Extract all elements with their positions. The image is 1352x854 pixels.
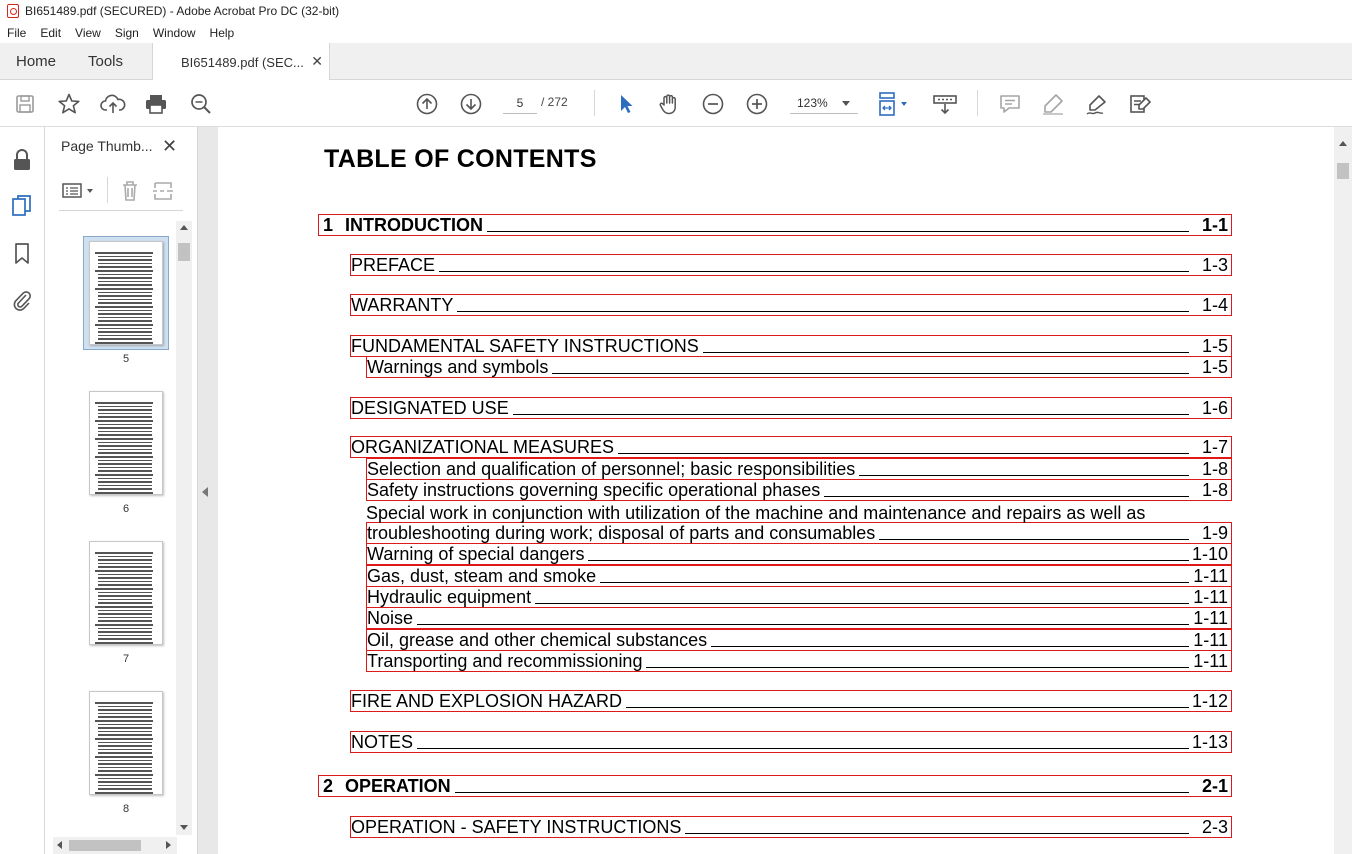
thumbnail-text-line xyxy=(98,427,152,428)
thumbnail-text-line xyxy=(98,416,152,417)
toc-page-number: 1-4 xyxy=(1201,295,1228,315)
thumbnail-text-line xyxy=(98,724,152,725)
thumbnail-text-line xyxy=(95,702,153,704)
thumbnail-text-line xyxy=(98,284,152,285)
close-panel-icon[interactable]: ✕ xyxy=(162,136,178,156)
toc-entry-text-line: Special work in conjunction with utilization of the machine and maintenance and repairs as well as xyxy=(366,503,1146,523)
toc-link[interactable] xyxy=(350,436,1232,458)
thumbnail-page[interactable] xyxy=(89,691,163,795)
scroll-mode-icon[interactable] xyxy=(931,80,959,127)
page-thumbnails-panel xyxy=(45,127,198,854)
thumbnail-text-line xyxy=(98,563,152,564)
bookmark-icon[interactable] xyxy=(9,239,35,269)
toc-entry-text: PREFACE xyxy=(351,255,439,275)
toolbar-divider xyxy=(594,90,595,116)
toc-page-number: 1-11 xyxy=(1193,566,1228,586)
thumbnail-text-line xyxy=(98,556,152,557)
toc-page-number: 2-1 xyxy=(1201,776,1228,796)
toc-page-number: 1-7 xyxy=(1201,437,1228,457)
thumbnail-text-line xyxy=(95,774,153,776)
thumbnail-vertical-scrollbar[interactable] xyxy=(176,221,192,835)
thumbnail-text-line xyxy=(98,488,152,489)
next-page-icon[interactable] xyxy=(458,80,484,127)
menu-help[interactable]: Help xyxy=(209,25,235,40)
toc-link[interactable] xyxy=(366,458,1232,480)
thumbnail-text-line xyxy=(98,302,152,303)
thumbnail-text-line xyxy=(95,252,153,254)
thumbnail-text-line xyxy=(98,713,152,714)
thumbnail-text-line xyxy=(98,317,152,318)
toc-entry-text: NOTES xyxy=(351,732,417,752)
thumbnail-text-line xyxy=(98,727,152,728)
thumbnail-text-line xyxy=(98,320,152,321)
extract-pages-icon[interactable] xyxy=(152,179,174,208)
toc-section-number: 1 xyxy=(323,215,334,235)
thumbnail-text-line xyxy=(98,742,152,743)
toc-page-number: 1-10 xyxy=(1191,544,1228,564)
thumbnail-text-line xyxy=(98,595,152,596)
toc-entry-text: Hydraulic equipment xyxy=(367,587,535,607)
page-title: TABLE OF CONTENTS xyxy=(324,145,597,173)
toc-link[interactable] xyxy=(366,586,1232,608)
menu-view[interactable]: View xyxy=(75,25,101,40)
zoom-out-icon[interactable] xyxy=(700,80,726,127)
thumbnail-text-line xyxy=(95,624,153,626)
tab-tools[interactable]: Tools xyxy=(88,53,124,70)
zoom-in-icon[interactable] xyxy=(744,80,770,127)
thumbnail-text-line xyxy=(98,767,152,768)
thumbnail-text-line xyxy=(98,635,152,636)
left-navigation-rail xyxy=(0,127,45,854)
scrollbar-thumb[interactable] xyxy=(1337,163,1349,179)
page-fit-icon[interactable] xyxy=(876,80,912,127)
thumbnail-text-line xyxy=(95,288,153,290)
thumbnail-text-line xyxy=(98,781,152,782)
thumbnail-text-line xyxy=(95,756,153,758)
toc-page-number: 1-12 xyxy=(1191,691,1228,711)
zoom-search-icon[interactable] xyxy=(188,80,214,127)
thumbnail-text-line xyxy=(98,770,152,771)
thumbnail-text-line xyxy=(95,420,153,422)
toc-page-number: 1-11 xyxy=(1193,651,1228,671)
save-icon[interactable] xyxy=(12,80,38,127)
thumbnail-text-line xyxy=(98,599,152,600)
toc-page-number: 1-11 xyxy=(1193,608,1228,628)
thumbnail-text-line xyxy=(98,292,152,293)
toc-link[interactable] xyxy=(350,731,1232,753)
thumbnail-horizontal-scrollbar[interactable] xyxy=(53,837,177,854)
toc-entry-text: troubleshooting during work; disposal of parts and consumables xyxy=(367,523,879,543)
lock-icon[interactable] xyxy=(9,145,35,175)
toc-page-number: 1-13 xyxy=(1191,732,1228,752)
toc-link[interactable] xyxy=(366,522,1232,544)
toc-link[interactable] xyxy=(350,397,1232,419)
toc-page-number: 1-5 xyxy=(1201,357,1228,377)
thumbnail-page[interactable] xyxy=(89,241,163,345)
toc-entry-text: Warnings and symbols xyxy=(367,357,552,377)
thumbnail-page-number: 5 xyxy=(122,353,130,365)
scroll-left-arrow-icon[interactable] xyxy=(57,841,62,849)
toc-link[interactable] xyxy=(350,816,1232,838)
thumbnail-text-line xyxy=(98,256,152,257)
thumbnail-text-line xyxy=(98,763,152,764)
toc-leader-line xyxy=(353,311,1189,312)
thumbnail-text-line xyxy=(98,277,152,278)
window-title: BI651489.pdf (SECURED) - Adobe Acrobat Pro DC (32-bit) xyxy=(25,4,340,18)
toc-entry-text: DESIGNATED USE xyxy=(351,398,513,418)
toc-entry-text: OPERATION xyxy=(345,776,455,796)
thumbnail-text-line xyxy=(98,406,152,407)
toc-link[interactable] xyxy=(318,775,1232,797)
menu-bar xyxy=(0,22,1352,43)
scrollbar-thumb[interactable] xyxy=(69,840,141,851)
scrollbar-thumb[interactable] xyxy=(178,243,190,261)
thumbnail-page[interactable] xyxy=(89,541,163,645)
chevron-down-icon xyxy=(842,101,850,106)
thumbnail-text-line xyxy=(98,620,152,621)
pdf-file-icon xyxy=(7,4,19,18)
thumbnail-text-line xyxy=(95,588,153,590)
thumbnail-text-line xyxy=(98,259,152,260)
toc-page-number: 1-6 xyxy=(1201,398,1228,418)
thumbnail-text-line xyxy=(95,492,153,494)
page-thumbnails-icon[interactable] xyxy=(9,191,35,221)
thumbnail-text-line xyxy=(98,274,152,275)
toc-leader-line xyxy=(347,792,1189,793)
thumbnail-text-line xyxy=(95,642,153,644)
panel-title: Page Thumb... xyxy=(61,138,153,154)
thumbnail-text-line xyxy=(98,281,152,282)
redact-edit-icon[interactable] xyxy=(1128,80,1154,127)
zoom-value: 123% xyxy=(797,95,828,110)
thumbnail-text-line xyxy=(98,638,152,639)
menu-sign[interactable]: Sign xyxy=(114,25,139,40)
comment-icon[interactable] xyxy=(997,80,1023,127)
thumbnail-text-line xyxy=(98,467,152,468)
toolbar xyxy=(0,80,1352,127)
toc-entry-text: FUNDAMENTAL SAFETY INSTRUCTIONS xyxy=(351,336,703,356)
toc-link[interactable] xyxy=(366,607,1232,629)
thumbnail-text-line xyxy=(98,424,152,425)
toc-link[interactable] xyxy=(350,294,1232,316)
thumbnail-text-line xyxy=(95,306,153,308)
toc-entry-text: Warning of special dangers xyxy=(367,544,588,564)
thumbnail-text-line xyxy=(95,606,153,608)
thumbnail-text-line xyxy=(98,628,152,629)
thumbnail-text-line xyxy=(98,431,152,432)
thumbnail-text-line xyxy=(98,485,152,486)
trash-icon[interactable] xyxy=(119,179,141,208)
toc-link[interactable] xyxy=(350,335,1232,357)
toc-link[interactable] xyxy=(350,254,1232,276)
thumbnail-text-line xyxy=(98,335,152,336)
collapse-panel-arrow-icon[interactable] xyxy=(202,487,208,497)
thumbnail-text-line xyxy=(95,456,153,458)
toc-leader-line xyxy=(369,624,1189,625)
page-number-input[interactable] xyxy=(503,92,537,114)
toolbar-divider xyxy=(977,90,978,116)
thumbnail-text-line xyxy=(98,592,152,593)
toc-page-number: 1-9 xyxy=(1201,523,1228,543)
thumbnail-text-line xyxy=(98,470,152,471)
toc-entry-text: FIRE AND EXPLOSION HAZARD xyxy=(351,691,626,711)
thumbnail-text-line xyxy=(95,720,153,722)
thumbnail-page-number: 6 xyxy=(122,503,130,515)
panel-divider xyxy=(107,177,108,203)
thumbnail-text-line xyxy=(98,449,152,450)
tab-bar xyxy=(0,43,1352,80)
toc-page-number: 1-3 xyxy=(1201,255,1228,275)
document-view xyxy=(198,127,1352,854)
toc-page-number: 1-8 xyxy=(1201,480,1228,500)
thumbnail-text-line xyxy=(98,478,152,479)
toc-entry-text: ORGANIZATIONAL MEASURES xyxy=(351,437,618,457)
select-pointer-icon[interactable] xyxy=(613,80,639,127)
thumbnail-text-line xyxy=(98,709,152,710)
sign-pen-icon[interactable] xyxy=(1084,80,1110,127)
thumbnail-text-line xyxy=(98,760,152,761)
thumbnail-page[interactable] xyxy=(89,391,163,495)
thumbnail-text-line xyxy=(98,313,152,314)
thumbnail-text-line xyxy=(98,788,152,789)
thumbnail-text-line xyxy=(98,331,152,332)
toc-entry-text: WARRANTY xyxy=(351,295,457,315)
toc-entry-text: Transporting and recommissioning xyxy=(367,651,646,671)
tab-home[interactable]: Home xyxy=(16,53,57,70)
thumbnail-text-line xyxy=(98,752,152,753)
star-icon[interactable] xyxy=(56,80,82,127)
thumbnail-text-line xyxy=(98,716,152,717)
thumbnail-text-line xyxy=(98,631,152,632)
zoom-dropdown[interactable] xyxy=(790,92,858,114)
thumbnail-text-line xyxy=(95,570,153,572)
toc-entry-text: Selection and qualification of personnel; basic responsibilities xyxy=(367,459,859,479)
toc-page-number: 1-11 xyxy=(1193,630,1228,650)
document-vertical-scrollbar[interactable] xyxy=(1334,127,1352,854)
thumbnail-text-line xyxy=(98,452,152,453)
toc-leader-line xyxy=(353,748,1189,749)
options-menu-icon[interactable] xyxy=(61,181,97,206)
thumbnail-text-line xyxy=(98,310,152,311)
hand-tool-icon[interactable] xyxy=(656,80,682,127)
thumbnail-text-line xyxy=(98,559,152,560)
thumbnail-text-line xyxy=(98,785,152,786)
cloud-upload-icon[interactable] xyxy=(100,80,126,127)
tab-document-label: BI651489.pdf (SEC... xyxy=(181,54,304,70)
toc-entry-text: Gas, dust, steam and smoke xyxy=(367,566,600,586)
thumbnail-text-line xyxy=(98,749,152,750)
toc-link[interactable] xyxy=(350,690,1232,712)
thumbnail-text-line xyxy=(98,566,152,567)
paperclip-icon[interactable] xyxy=(9,285,35,315)
thumbnail-text-line xyxy=(98,328,152,329)
toc-page-number: 1-11 xyxy=(1193,587,1228,607)
thumbnail-text-line xyxy=(98,445,152,446)
tab-document[interactable] xyxy=(152,43,330,81)
thumbnail-text-line xyxy=(98,731,152,732)
toc-link[interactable] xyxy=(318,214,1232,236)
title-bar xyxy=(0,0,1352,22)
thumbnail-text-line xyxy=(98,263,152,264)
toc-entry-text: INTRODUCTION xyxy=(345,215,487,235)
thumbnail-text-line xyxy=(98,602,152,603)
thumbnail-text-line xyxy=(95,474,153,476)
thumbnail-text-line xyxy=(98,617,152,618)
menu-window[interactable]: Window xyxy=(152,25,196,40)
toc-section-number: 2 xyxy=(323,776,334,796)
thumbnail-text-line xyxy=(98,584,152,585)
thumbnail-text-line xyxy=(98,413,152,414)
toc-leader-line xyxy=(353,271,1189,272)
scroll-down-arrow-icon[interactable] xyxy=(180,825,188,830)
thumbnail-text-line xyxy=(95,438,153,440)
thumbnail-text-line xyxy=(98,266,152,267)
highlight-pen-icon[interactable] xyxy=(1040,80,1066,127)
scroll-up-arrow-icon[interactable] xyxy=(180,225,188,230)
thumbnail-text-line xyxy=(98,460,152,461)
thumbnail-text-line xyxy=(98,295,152,296)
toc-link[interactable] xyxy=(366,479,1232,501)
thumbnail-text-line xyxy=(98,734,152,735)
thumbnail-text-line xyxy=(98,613,152,614)
toc-link[interactable] xyxy=(366,543,1232,565)
thumbnail-text-line xyxy=(98,434,152,435)
thumbnail-text-line xyxy=(95,792,153,794)
previous-page-icon[interactable] xyxy=(414,80,440,127)
toc-page-number: 1-8 xyxy=(1201,459,1228,479)
toc-entry-text: Safety instructions governing specific operational phases xyxy=(367,480,824,500)
thumbnail-text-line xyxy=(95,552,153,554)
toc-link[interactable] xyxy=(366,629,1232,651)
toc-entry-text: Oil, grease and other chemical substances xyxy=(367,630,711,650)
thumbnail-text-line xyxy=(95,402,153,404)
thumbnail-text-line xyxy=(98,577,152,578)
toc-entry-text: Noise xyxy=(367,608,417,628)
thumbnail-text-line xyxy=(95,270,153,272)
thumbnail-page-number: 7 xyxy=(122,653,130,665)
menu-file[interactable]: File xyxy=(7,25,27,40)
toc-link[interactable] xyxy=(366,565,1232,587)
thumbnail-text-line xyxy=(98,610,152,611)
toc-link[interactable] xyxy=(366,650,1232,672)
thumbnail-text-line xyxy=(98,481,152,482)
pdf-page xyxy=(218,127,1334,854)
close-tab-icon[interactable]: ✕ xyxy=(311,53,323,69)
toc-page-number: 1-1 xyxy=(1201,215,1228,235)
print-icon[interactable] xyxy=(143,80,169,127)
thumbnail-text-line xyxy=(98,409,152,410)
scroll-up-arrow-icon[interactable] xyxy=(1339,141,1347,146)
thumbnail-list xyxy=(45,221,177,841)
thumbnail-text-line xyxy=(98,778,152,779)
toc-link[interactable] xyxy=(366,356,1232,378)
thumbnail-text-line xyxy=(98,463,152,464)
thumbnail-text-line xyxy=(98,442,152,443)
scroll-right-arrow-icon[interactable] xyxy=(166,841,171,849)
toc-page-number: 2-3 xyxy=(1201,817,1228,837)
thumbnail-text-line xyxy=(98,581,152,582)
panel-toolbar xyxy=(59,175,183,211)
thumbnail-page-number: 8 xyxy=(122,803,130,815)
thumbnail-text-line xyxy=(98,338,152,339)
thumbnail-text-line xyxy=(98,745,152,746)
thumbnail-text-line xyxy=(98,299,152,300)
thumbnail-text-line xyxy=(98,574,152,575)
page-total: / 272 xyxy=(541,95,568,109)
toc-entry-text: OPERATION - SAFETY INSTRUCTIONS xyxy=(351,817,685,837)
thumbnail-text-line xyxy=(98,706,152,707)
thumbnail-text-line xyxy=(95,738,153,740)
toc-page-number: 1-5 xyxy=(1201,336,1228,356)
menu-edit[interactable]: Edit xyxy=(40,25,62,40)
thumbnail-text-line xyxy=(95,324,153,326)
thumbnail-text-line xyxy=(95,342,153,344)
